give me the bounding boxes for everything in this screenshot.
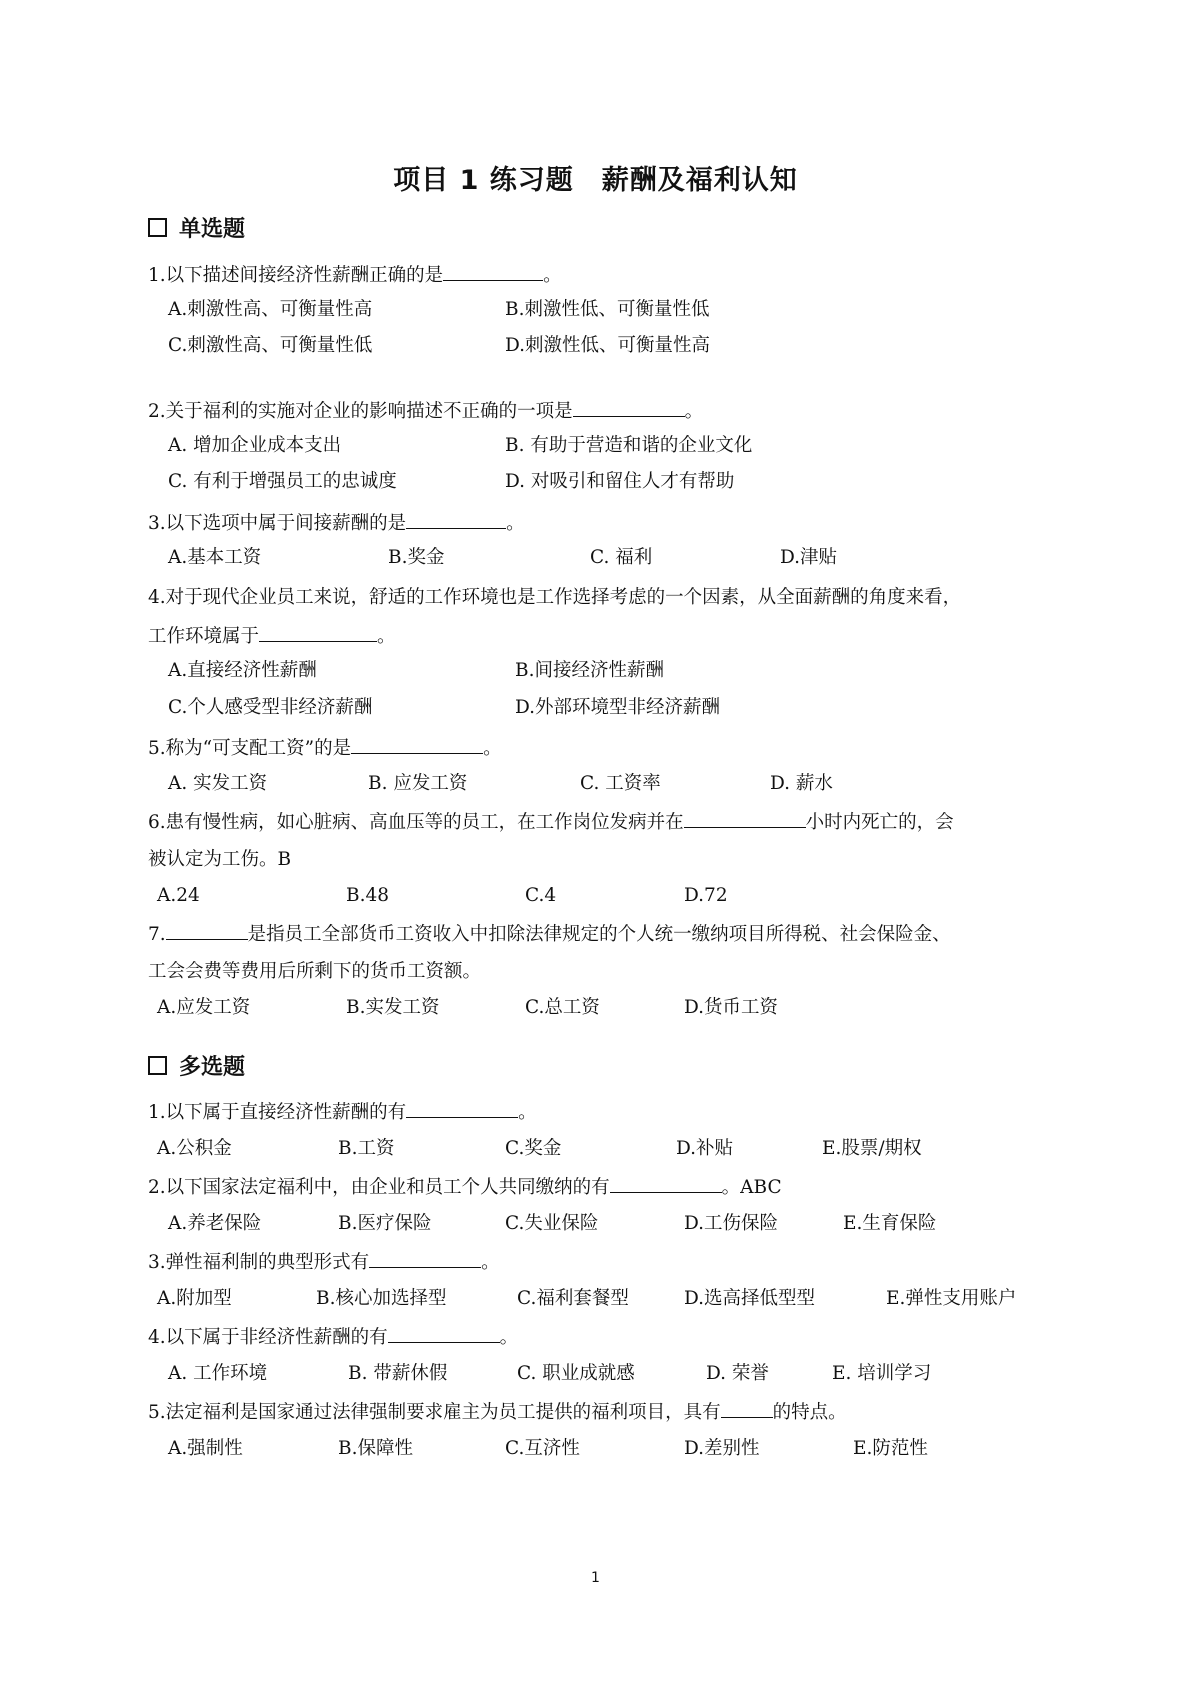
option-row — [0, 546, 1191, 570]
question-stem: 3.以下选项中属于间接薪酬的是 。 — [148, 513, 525, 534]
question-stem-continued: 被认定为工伤。B — [148, 849, 292, 870]
option-d: D.72 — [684, 885, 728, 906]
option-row — [0, 696, 1191, 720]
answer-blank — [369, 1250, 481, 1268]
checkbox-square-icon — [148, 218, 167, 237]
option-c: C.失业保险 — [505, 1213, 599, 1234]
checkbox-square-icon — [148, 1056, 167, 1075]
section-label: 多选题 — [179, 1055, 246, 1080]
question-stem: 4.以下属于非经济性薪酬的有 。 — [148, 1327, 519, 1348]
question-stem: 5.称为“可支配工资”的是 。 — [148, 738, 502, 759]
option-b: B. 带薪休假 — [348, 1363, 448, 1384]
option-c: C. 工资率 — [580, 773, 661, 794]
option-d: D. 对吸引和留住人才有帮助 — [505, 471, 735, 492]
option-e: E.股票/期权 — [822, 1138, 922, 1159]
option-b: B.医疗保险 — [338, 1213, 432, 1234]
option-a: A. 增加企业成本支出 — [168, 435, 342, 456]
option-b: B.奖金 — [388, 547, 445, 568]
option-row — [0, 298, 1191, 322]
option-row — [0, 1437, 1191, 1461]
option-d: D.补贴 — [676, 1138, 734, 1159]
question-stem: 4.对于现代企业员工来说，舒适的工作环境也是工作选择考虑的一个因素，从全面薪酬的角度来看， — [148, 587, 962, 608]
option-e: E. 培训学习 — [832, 1363, 932, 1384]
answer-blank — [573, 399, 685, 417]
option-a: A.养老保险 — [168, 1213, 262, 1234]
option-row — [0, 1212, 1191, 1236]
question-stem-continued: 工会会费等费用后所剩下的货币工资额。 — [148, 961, 482, 982]
option-row — [0, 772, 1191, 796]
answer-blank — [721, 1400, 773, 1418]
option-c: C.福利套餐型 — [517, 1288, 629, 1309]
option-d: D.货币工资 — [684, 997, 779, 1018]
option-c: C. 有利于增强员工的忠诚度 — [168, 471, 397, 492]
option-a: A.24 — [157, 885, 200, 906]
option-b: B.核心加选择型 — [316, 1288, 447, 1309]
option-d: D.津贴 — [780, 547, 838, 568]
option-row — [0, 1287, 1191, 1311]
option-b: B.保障性 — [338, 1438, 413, 1459]
option-row — [0, 659, 1191, 683]
option-row — [0, 470, 1191, 494]
option-row — [0, 1137, 1191, 1161]
question-stem: 5.法定福利是国家通过法律强制要求雇主为员工提供的福利项目，具有 的特点。 — [148, 1402, 847, 1423]
option-d: D.选高择低型型 — [684, 1288, 816, 1309]
option-c: C.个人感受型非经济薪酬 — [168, 697, 373, 718]
option-c: C. 职业成就感 — [517, 1363, 635, 1384]
option-e: E.生育保险 — [843, 1213, 937, 1234]
answer-blank — [684, 810, 806, 828]
option-a: A. 实发工资 — [168, 773, 268, 794]
option-row — [0, 996, 1191, 1020]
question-stem: 3.弹性福利制的典型形式有 。 — [148, 1252, 500, 1273]
answer-blank — [406, 511, 506, 529]
option-b: B.工资 — [338, 1138, 395, 1159]
option-d: D.差别性 — [684, 1438, 760, 1459]
option-e: E.防范性 — [853, 1438, 928, 1459]
question-stem: 1.以下描述间接经济性薪酬正确的是 。 — [148, 265, 562, 286]
answer-blank — [443, 263, 543, 281]
option-row — [0, 1362, 1191, 1386]
answer-blank — [406, 1100, 518, 1118]
option-b: B.间接经济性薪酬 — [515, 660, 664, 681]
option-a: A.基本工资 — [168, 547, 262, 568]
option-d: D.工伤保险 — [684, 1213, 779, 1234]
option-a: A.强制性 — [168, 1438, 243, 1459]
option-c: C.互济性 — [505, 1438, 580, 1459]
section-single-choice — [148, 212, 245, 243]
answer-blank — [166, 922, 248, 940]
option-c: C. 福利 — [590, 547, 653, 568]
answer-blank — [610, 1175, 722, 1193]
option-d: D.外部环境型非经济薪酬 — [515, 697, 721, 718]
option-a: A.公积金 — [157, 1138, 232, 1159]
option-b: B.实发工资 — [346, 997, 440, 1018]
option-c: C.总工资 — [525, 997, 600, 1018]
option-c: C.奖金 — [505, 1138, 562, 1159]
question-stem: 7. 是指员工全部货币工资收入中扣除法律规定的个人统一缴纳项目所得税、社会保险金、 — [148, 924, 951, 945]
option-d: D.刺激性低、可衡量性高 — [505, 335, 711, 356]
option-a: A.附加型 — [157, 1288, 232, 1309]
option-a: A. 工作环境 — [168, 1363, 268, 1384]
page-title: 项目 1 练习题 薪酬及福利认知 — [393, 165, 798, 196]
question-stem: 1.以下属于直接经济性薪酬的有 。 — [148, 1102, 537, 1123]
answer-blank — [351, 736, 483, 754]
section-multiple-choice — [148, 1050, 245, 1081]
option-b: B. 有助于营造和谐的企业文化 — [505, 435, 753, 456]
option-d: D. 薪水 — [770, 773, 833, 794]
question-stem: 2.关于福利的实施对企业的影响描述不正确的一项是 。 — [148, 401, 704, 422]
option-d: D. 荣誉 — [706, 1363, 769, 1384]
page-number: 1 — [591, 1570, 600, 1586]
answer-blank — [388, 1325, 500, 1343]
option-a: A.应发工资 — [157, 997, 251, 1018]
option-b: B.48 — [346, 885, 390, 906]
option-c: C.4 — [525, 885, 557, 906]
question-stem-continued: 工作环境属于 。 — [148, 626, 396, 647]
option-b: B. 应发工资 — [368, 773, 468, 794]
question-stem: 6.患有慢性病，如心脏病、高血压等的员工，在工作岗位发病并在 小时内死亡的，会 — [148, 812, 954, 833]
option-row — [0, 434, 1191, 458]
option-a: A.直接经济性薪酬 — [168, 660, 317, 681]
option-e: E.弹性支用账户 — [886, 1288, 1017, 1309]
question-stem: 2.以下国家法定福利中，由企业和员工个人共同缴纳的有 。ABC — [148, 1177, 782, 1198]
option-row — [0, 334, 1191, 358]
section-label: 单选题 — [179, 217, 246, 242]
option-b: B.刺激性低、可衡量性低 — [505, 299, 710, 320]
option-c: C.刺激性高、可衡量性低 — [168, 335, 373, 356]
option-a: A.刺激性高、可衡量性高 — [168, 299, 373, 320]
answer-blank — [259, 624, 377, 642]
option-row — [0, 884, 1191, 908]
